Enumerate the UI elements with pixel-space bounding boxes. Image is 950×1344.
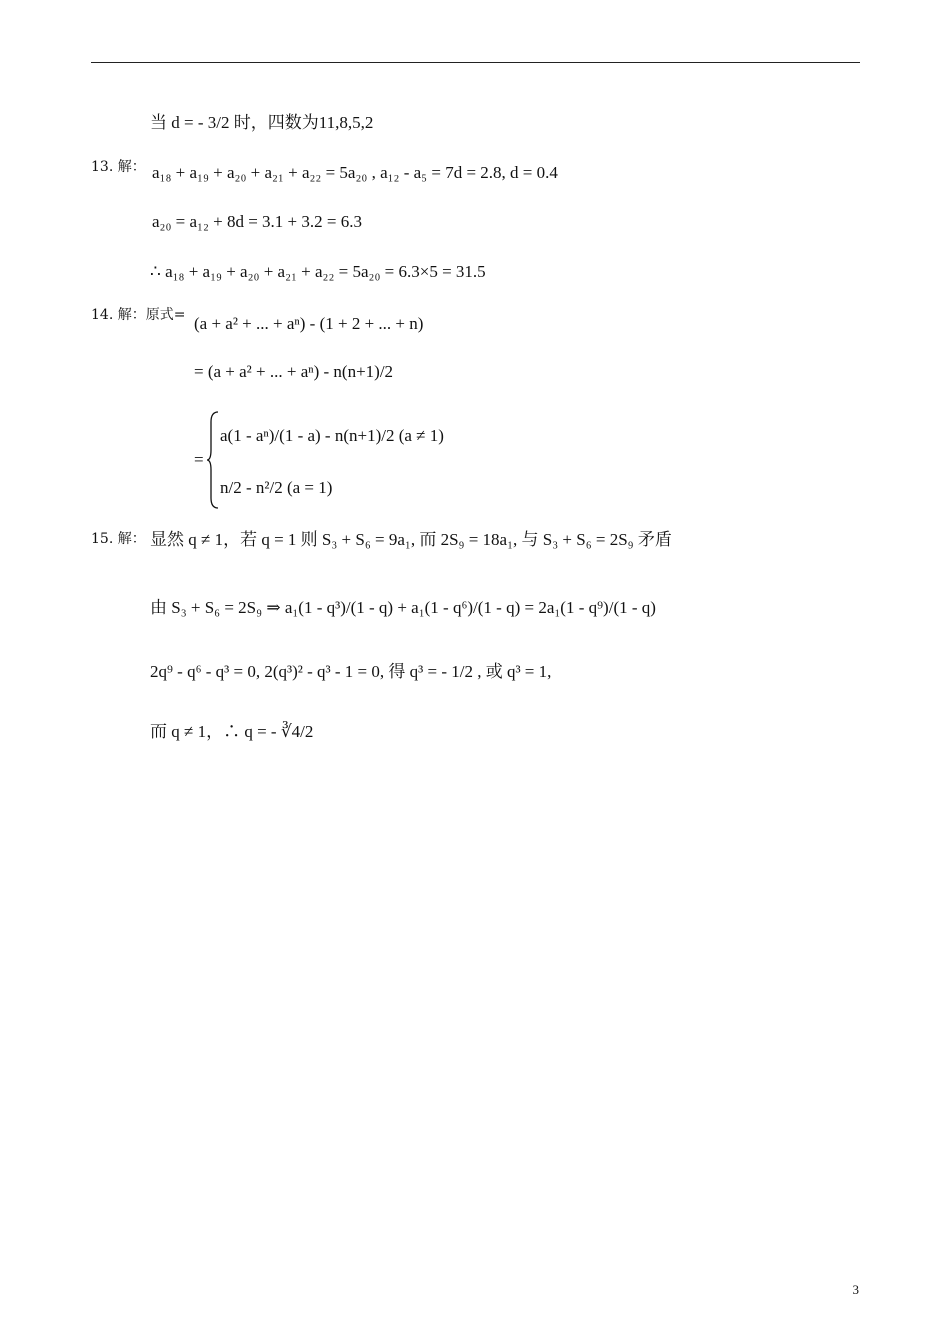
problem-15-line-3: 2q⁹ - q⁶ - q³ = 0, 2(q³)² - q³ - 1 = 0, 得 q³ = - 1/2 , 或 q³ = 1,: [150, 662, 552, 681]
page-number: 3: [852, 1282, 859, 1297]
piecewise-brace: [206, 410, 220, 510]
line-d-value: 当 d = - 3/2 时，四数为11,8,5,2: [150, 113, 374, 132]
problem-13-line-2: a₂₀ = a₁₂ + 8d = 3.1 + 3.2 = 6.3: [152, 212, 362, 231]
problem-15-line-4: 而 q ≠ 1，∴ q = - ∛4/2: [150, 722, 314, 741]
problem-14-line-1: (a + a² + ... + aⁿ) - (1 + 2 + ... + n): [194, 314, 424, 333]
problem-15-line-2: 由 S₃ + S₆ = 2S₉ ⇒ a₁(1 - q³)/(1 - q) + a₁(1 - q⁶)/(1 - q) = 2a₁(1 - q⁹)/(1 - q): [150, 598, 656, 617]
problem-15-label: 15. 解：: [91, 531, 146, 547]
problem-14-line-2: = (a + a² + ... + aⁿ) - n(n+1)/2: [194, 362, 394, 381]
problem-13-line-1: a₁₈ + a₁₉ + a₂₀ + a₂₁ + a₂₂ = 5a₂₀ , a₁₂ - a₅ = 7d = 2.8, d = 0.4: [152, 163, 558, 182]
piecewise-case-1: a(1 - aⁿ)/(1 - a) - n(n+1)/2 (a ≠ 1): [220, 426, 444, 445]
problem-14-label: 14. 解：原式=: [91, 307, 186, 323]
problem-14-eq-sign: =: [194, 450, 204, 469]
problem-13-line-3: ∴ a₁₈ + a₁₉ + a₂₀ + a₂₁ + a₂₂ = 5a₂₀ = 6.3×5 = 31.5: [150, 262, 486, 281]
piecewise-case-2: n/2 - n²/2 (a = 1): [220, 478, 333, 497]
problem-15-line-1: 显然 q ≠ 1，若 q = 1 则 S₃ + S₆ = 9a₁, 而 2S₉ = 18a₁, 与 S₃ + S₆ = 2S₉ 矛盾: [150, 530, 672, 549]
header-rule: [91, 62, 860, 63]
problem-13-label: 13. 解：: [91, 159, 146, 175]
